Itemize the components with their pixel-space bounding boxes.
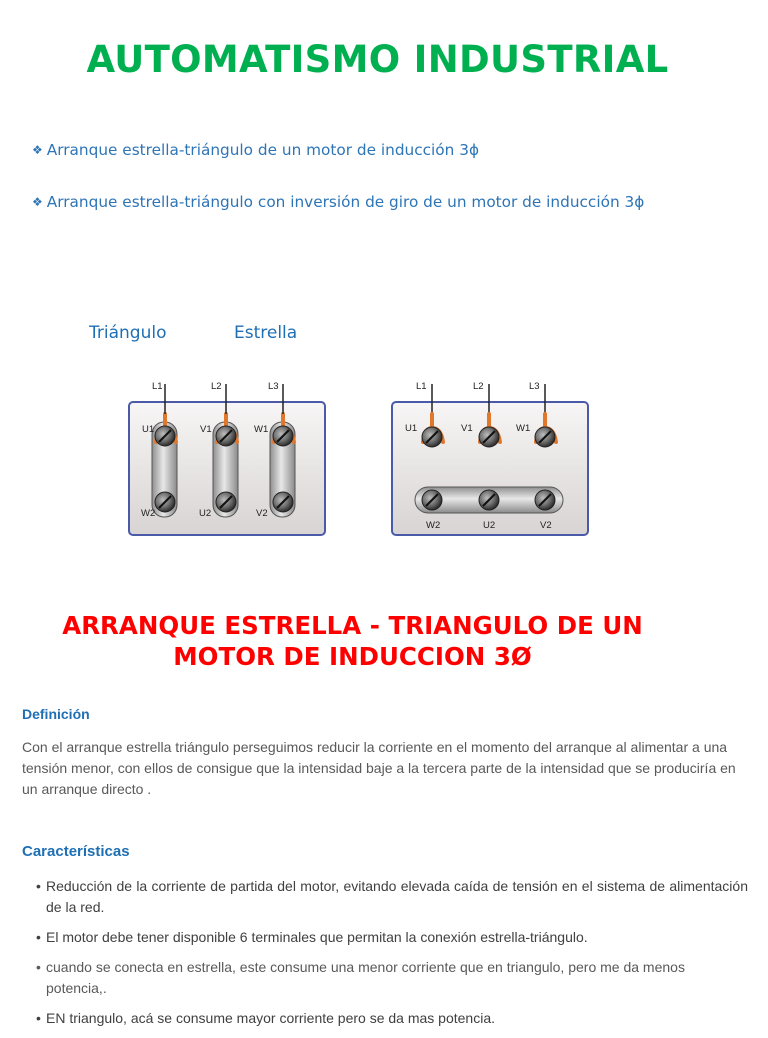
section-title-line: MOTOR DE INDUCCION 3Ø xyxy=(173,642,532,671)
triangle-connection-diagram xyxy=(122,372,332,542)
star-label: Estrella xyxy=(234,323,298,343)
list-item-text: EN triangulo, acá se consume mayor corriente pero se da mas potencia. xyxy=(46,1010,496,1026)
topic-bullet xyxy=(32,193,644,211)
line-label: L2 xyxy=(473,381,484,392)
terminal-label: U1 xyxy=(142,424,155,435)
list-item xyxy=(36,957,748,999)
list-item xyxy=(36,927,748,948)
terminal-label: U1 xyxy=(405,423,418,434)
screw-icon xyxy=(479,427,499,447)
topic-text: Arranque estrella-triángulo con inversión de giro de un motor de inducción 3ϕ xyxy=(46,193,645,211)
terminal-label: U2 xyxy=(199,508,212,519)
line-label: L3 xyxy=(529,381,540,392)
bullet-dot-icon: • xyxy=(36,878,41,894)
characteristics-list xyxy=(36,876,748,1038)
screw-icon xyxy=(535,490,555,510)
definition-heading: Definición xyxy=(22,706,90,722)
screw-icon xyxy=(479,490,499,510)
screw-icon xyxy=(216,492,236,512)
page-title: AUTOMATISMO INDUSTRIAL xyxy=(86,38,669,81)
screw-icon xyxy=(216,426,236,446)
list-item-text: El motor debe tener disponible 6 terminales que permitan la conexión estrella-triángulo. xyxy=(46,929,588,945)
bullet-dot-icon: • xyxy=(36,959,41,975)
characteristics-heading: Características xyxy=(22,843,130,860)
triangle-label: Triángulo xyxy=(89,323,167,343)
list-item xyxy=(36,876,748,918)
terminal-label: V2 xyxy=(540,520,552,531)
list-item xyxy=(36,1008,748,1029)
diamond-bullet-icon: ❖ xyxy=(32,143,43,157)
definition-text: Con el arranque estrella triángulo perseguimos reducir la corriente en el momento del arranque al alimentar a una tensión menor, con ellos de consigue que la intensidad baje a la tercera parte de la intensidad que se produciría en un arranque directo . xyxy=(22,739,736,797)
list-item-text: Reducción de la corriente de partida del motor, evitando elevada caída de tensión en el sistema de alimentación de la red. xyxy=(46,878,748,915)
section-title xyxy=(0,610,705,672)
terminal-label: V1 xyxy=(200,424,212,435)
bullet-dot-icon: • xyxy=(36,929,41,945)
section-title-line: ARRANQUE ESTRELLA - TRIANGULO DE UN xyxy=(62,611,643,640)
topic-bullet xyxy=(32,141,479,159)
terminal-label: W2 xyxy=(426,520,441,531)
diamond-bullet-icon: ❖ xyxy=(32,195,43,209)
screw-icon xyxy=(422,427,442,447)
bullet-dot-icon: • xyxy=(36,1010,41,1026)
terminal-label: W2 xyxy=(141,508,156,519)
line-label: L2 xyxy=(211,381,222,392)
star-connection-diagram xyxy=(385,372,595,542)
screw-icon xyxy=(535,427,555,447)
screw-icon xyxy=(273,426,293,446)
screw-icon xyxy=(422,490,442,510)
terminal-label: V2 xyxy=(256,508,268,519)
terminal-label: W1 xyxy=(254,424,269,435)
terminal-label: U2 xyxy=(483,520,496,531)
screw-icon xyxy=(155,492,175,512)
list-item-text: cuando se conecta en estrella, este consume una menor corriente que en triangulo, pero me da menos potencia,. xyxy=(46,959,685,996)
line-label: L1 xyxy=(416,381,427,392)
line-label: L3 xyxy=(268,381,279,392)
screw-icon xyxy=(273,492,293,512)
terminal-label: V1 xyxy=(461,423,473,434)
line-label: L1 xyxy=(152,381,163,392)
topic-text: Arranque estrella-triángulo de un motor de inducción 3ϕ xyxy=(46,141,480,159)
screw-icon xyxy=(155,426,175,446)
terminal-label: W1 xyxy=(516,423,531,434)
